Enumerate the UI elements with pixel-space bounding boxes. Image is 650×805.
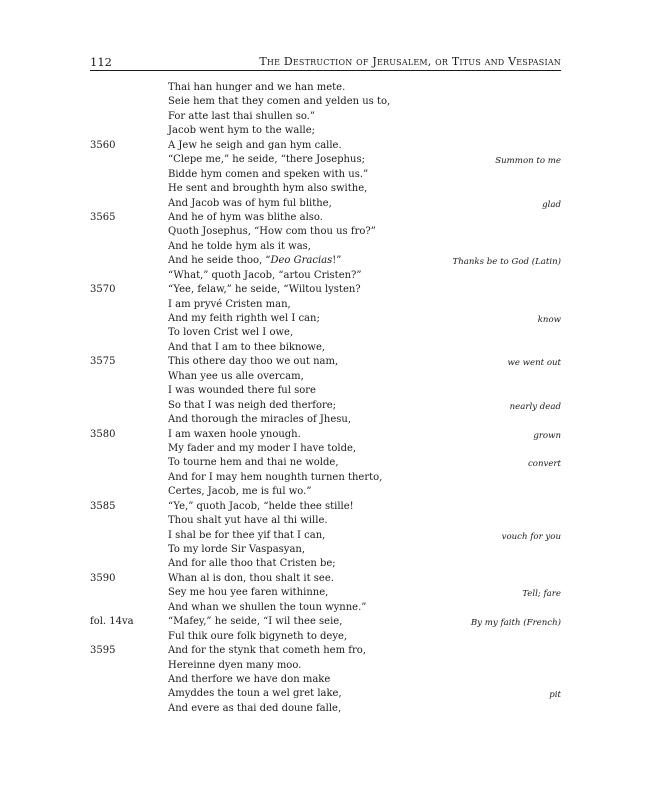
verse-line	[0, 269, 650, 283]
verse-line	[0, 211, 650, 225]
verse-line	[0, 139, 650, 153]
verse-text: And thorough the miracles of Jhesu,	[168, 414, 352, 426]
verse-text: And for alle thoo that Cristen be;	[168, 558, 336, 570]
verse-text: “Mafey,” he seide, “I wil thee seie,	[168, 616, 343, 628]
margin-gloss: grown	[533, 430, 561, 441]
verse-line	[0, 326, 650, 340]
verse-line	[0, 168, 650, 182]
verse-text: And evere as thai ded doune falle,	[168, 702, 342, 714]
verse-text: Certes, Jacob, me is ful wo.”	[168, 486, 312, 498]
verse-line	[0, 355, 650, 369]
verse-text: Thai han hunger and we han mete.	[168, 82, 346, 93]
verse-text: Bidde hym comen and speken with us.”	[168, 168, 369, 180]
verse-text: To tourne hem and thai ne wolde,	[168, 457, 339, 469]
verse-text: I shal be for thee yif that I can,	[168, 529, 326, 541]
margin-gloss: glad	[542, 199, 561, 210]
verse-line	[0, 182, 650, 196]
verse-line	[0, 702, 650, 716]
margin-gloss: vouch for you	[501, 531, 561, 542]
verse-text: Hereinne dyen many moo.	[168, 659, 302, 671]
verse-line	[0, 95, 650, 109]
verse-line	[0, 471, 650, 485]
verse-line	[0, 153, 650, 167]
verse-line	[0, 500, 650, 514]
verse-line	[0, 586, 650, 600]
line-number: 3595	[90, 645, 116, 657]
line-number: 3565	[90, 211, 116, 223]
verse-line	[0, 283, 650, 297]
verse-text: So that I was neigh ded therfore;	[168, 399, 337, 411]
verse-text: My fader and my moder I have tolde,	[168, 442, 357, 454]
verse-text: “What,” quoth Jacob, “artou Cristen?”	[168, 269, 362, 281]
verse-text: And that I am to thee biknowe,	[168, 341, 326, 353]
verse-line	[0, 485, 650, 499]
line-number: 3580	[90, 428, 116, 440]
verse-text: To loven Crist wel I owe,	[168, 327, 294, 339]
margin-gloss: nearly dead	[509, 401, 561, 412]
verse-text-part: !”	[332, 255, 342, 267]
verse-line	[0, 687, 650, 701]
verse-line	[0, 370, 650, 384]
verse-text: I am pryvé Cristen man,	[168, 298, 291, 310]
verse-text: And therfore we have don make	[168, 673, 331, 685]
verse-line	[0, 557, 650, 571]
verse-line	[0, 254, 650, 268]
verse-text: Amyddes the toun a wel gret lake,	[168, 688, 342, 700]
margin-gloss: pit	[549, 690, 561, 701]
verse-line	[0, 543, 650, 557]
verse-text: “Ye,” quoth Jacob, “helde thee stille!	[168, 500, 354, 512]
margin-gloss: we went out	[507, 358, 561, 369]
poem-text	[0, 81, 650, 716]
verse-line	[0, 399, 650, 413]
verse-line	[0, 197, 650, 211]
verse-line	[0, 630, 650, 644]
verse-line	[0, 514, 650, 528]
latin-phrase: Deo Gracias	[270, 255, 333, 267]
verse-text: Sey me hou yee faren withinne,	[168, 587, 329, 599]
verse-line	[0, 615, 650, 629]
margin-gloss: Summon to me	[495, 156, 561, 167]
verse-text: He sent and broughth hym also swithe,	[168, 183, 368, 195]
margin-gloss: know	[537, 315, 561, 325]
verse-text: And he of hym was blithe also.	[168, 211, 323, 223]
verse-line	[0, 456, 650, 470]
verse-text: Ful thik oure folk bigyneth to deye,	[168, 630, 348, 642]
verse-line	[0, 81, 650, 95]
verse-text: “Clepe me,” he seide, “there Josephus;	[168, 154, 365, 166]
verse-text: Seie hem that they comen and yelden us to,	[168, 96, 391, 108]
line-number: 3560	[90, 139, 116, 151]
verse-text: And for the stynk that cometh hem fro,	[168, 645, 366, 657]
verse-line	[0, 225, 650, 239]
verse-line	[0, 428, 650, 442]
verse-line	[0, 601, 650, 615]
line-number: 3575	[90, 356, 116, 368]
verse-text: And whan we shullen the toun wynne.”	[168, 601, 367, 613]
running-title: The Destruction of Jerusalem, or Titus and Vespasian	[259, 55, 561, 68]
verse-text: For atte last thai shullen so.”	[168, 110, 315, 122]
verse-text: I am waxen hoole ynough.	[168, 428, 301, 440]
line-number: 3570	[90, 284, 116, 296]
verse-line	[0, 341, 650, 355]
verse-text-part: And he seide thoo, “	[168, 255, 271, 267]
header-rule	[90, 70, 561, 71]
verse-text: To my lorde Sir Vaspasyan,	[168, 544, 306, 555]
line-number: 3590	[90, 572, 116, 584]
page-header	[90, 54, 561, 70]
verse-text: Jacob went hym to the walle;	[168, 125, 316, 137]
verse-text	[168, 254, 341, 268]
margin-gloss: convert	[527, 459, 561, 470]
verse-line	[0, 384, 650, 398]
verse-line	[0, 240, 650, 254]
verse-line	[0, 572, 650, 586]
verse-text: And he tolde hym als it was,	[168, 240, 311, 252]
verse-text: Whan al is don, thou shalt it see.	[168, 572, 334, 584]
verse-line	[0, 673, 650, 687]
page-number: 112	[90, 55, 112, 69]
verse-text: I was wounded there ful sore	[168, 385, 316, 397]
verse-text: Quoth Josephus, “How com thou us fro?”	[168, 226, 376, 238]
verse-text: This othere day thoo we out nam,	[168, 356, 339, 368]
line-number: 3585	[90, 500, 116, 512]
verse-line	[0, 659, 650, 673]
verse-text: And my feith righth wel I can;	[168, 313, 320, 324]
verse-line	[0, 413, 650, 427]
line-number: fol. 14va	[90, 616, 134, 628]
verse-text: A Jew he seigh and gan hym calle.	[168, 139, 342, 151]
verse-line	[0, 644, 650, 658]
verse-line	[0, 124, 650, 138]
verse-line	[0, 110, 650, 124]
verse-text: And for I may hem noughth turnen therto,	[168, 471, 383, 483]
verse-line	[0, 312, 650, 326]
verse-line	[0, 298, 650, 312]
margin-gloss: By my faith (French)	[470, 618, 561, 629]
verse-text: Thou shalt yut have al thi wille.	[168, 515, 328, 527]
margin-gloss: Tell; fare	[522, 589, 561, 600]
verse-text: And Jacob was of hym ful blithe,	[168, 197, 332, 209]
verse-line	[0, 442, 650, 456]
verse-text: “Yee, felaw,” he seide, “Wiltou lysten?	[168, 284, 361, 296]
verse-text: Whan yee us alle overcam,	[168, 370, 304, 382]
margin-gloss: Thanks be to God (Latin)	[452, 257, 561, 268]
verse-line	[0, 529, 650, 543]
